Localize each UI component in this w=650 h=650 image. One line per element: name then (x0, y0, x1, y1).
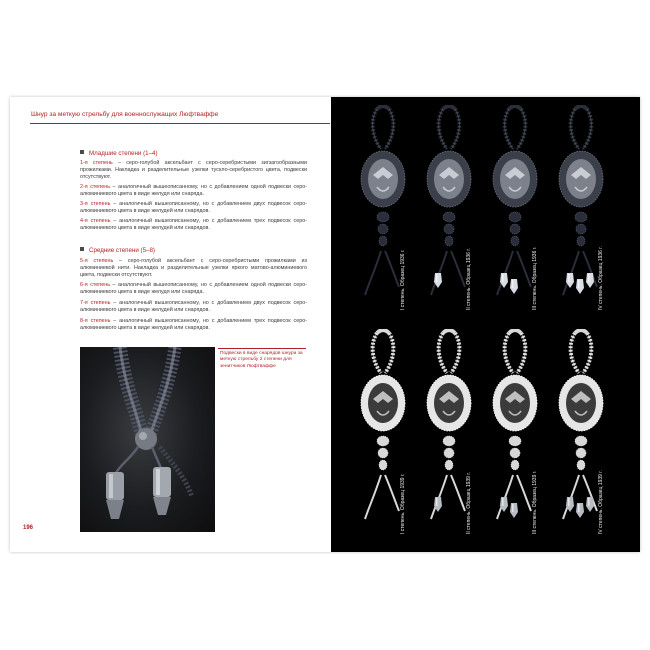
lanyard-1939-grade-1 (355, 329, 415, 544)
label-1936-grade-4: IV степень. Образец 1936 г. (598, 246, 604, 310)
photo-caption: Подвески в виде снарядов шнура за меткую стрельбу 2 степени для зенитчиков Люфтваффе (220, 351, 303, 369)
caption-rule (218, 348, 306, 349)
paragraph-grade-3: 3-я степень – аналогичный вышеописанному, но с добавлением двух подвесок серо-алюминиевого цвета в виде желудей или снарядов. (80, 201, 307, 215)
label-1936-grade-3: III степень. Образец 1936 г. (532, 246, 538, 310)
label-1939-grade-1: I степень. Образец 1939 г. (400, 473, 406, 534)
book-spread (10, 97, 640, 552)
bullet-square-icon (80, 150, 84, 154)
paragraph-grade-5: 5-я степень – серо-голубой аксельбант с серо-серебристыми прожилками из алюминиевой нити. Накладка и разделительные узелки яркого матово-алюминиевого цвета, подвески отсутствуют. (80, 258, 308, 279)
paragraph-grade-1: 1-я степень – серо-голубой аксельбант с серо-серебристыми зигзагообразными прожилками. Накладка и разделительные узелки тускло-серебристого цвета, подвески отсутствуют. (80, 160, 308, 181)
running-head-rule (30, 123, 330, 124)
lanyard-1936-grade-4 (553, 105, 613, 320)
label-1939-grade-2: II степень. Образец 1939 г. (466, 472, 472, 534)
label-1936-grade-2: II степень. Образец 1936 г. (466, 248, 472, 310)
section-title-junior: Младшие степени (1–4) (80, 150, 158, 157)
bullet-square-icon (80, 247, 84, 251)
label-1936-grade-1: I степень. Образец 1936 г. (400, 249, 406, 310)
right-page (331, 97, 640, 552)
paragraph-grade-4: 4-я степень – аналогичный вышеописанному, но с добавлением трех подвесок серо-алюминиевого цвета в виде желудей или снарядов. (80, 218, 307, 232)
label-1939-grade-3: III степень. Образец 1939 г. (532, 470, 538, 534)
lanyard-1939-grade-3 (487, 329, 547, 544)
section-title-middle: Средние степени (5–8) (80, 247, 155, 254)
shell-pendants-photo (80, 347, 215, 532)
lanyard-1939-grade-4 (553, 329, 613, 544)
paragraph-grade-8: 8-я степень – аналогичный вышеописанному, но с добавлением трех подвесок серо-алюминиевого цвета в виде желудей или снарядов. (80, 318, 307, 332)
label-1939-grade-4: IV степень. Образец 1939 г. (598, 470, 604, 534)
paragraph-grade-6: 6-я степень – аналогичный вышеописанному, но с добавлением одной подвески серо-алюминиевого цвета в виде желудя или снаряда. (80, 282, 308, 296)
left-page (10, 97, 332, 552)
lanyard-1936-grade-2 (421, 105, 481, 320)
lanyard-1936-grade-1 (355, 105, 415, 320)
paragraph-grade-7: 7-я степень – аналогичный вышеописанному, но с добавлением двух подвесок серо-алюминиевого цвета в виде желудей или снарядов. (80, 300, 307, 314)
running-head: Шнур за меткую стрельбу для военнослужащих Люфтваффе (31, 111, 219, 118)
shell-pendants-illustration (80, 347, 215, 532)
page-number: 196 (23, 525, 34, 531)
lanyard-1936-grade-3 (487, 105, 547, 320)
paragraph-grade-2: 2-я степень – аналогичный вышеописанному, но с добавлением одной подвески серо-алюминиевого цвета в виде желудя или снаряда. (80, 184, 308, 198)
lanyard-1939-grade-2 (421, 329, 481, 544)
